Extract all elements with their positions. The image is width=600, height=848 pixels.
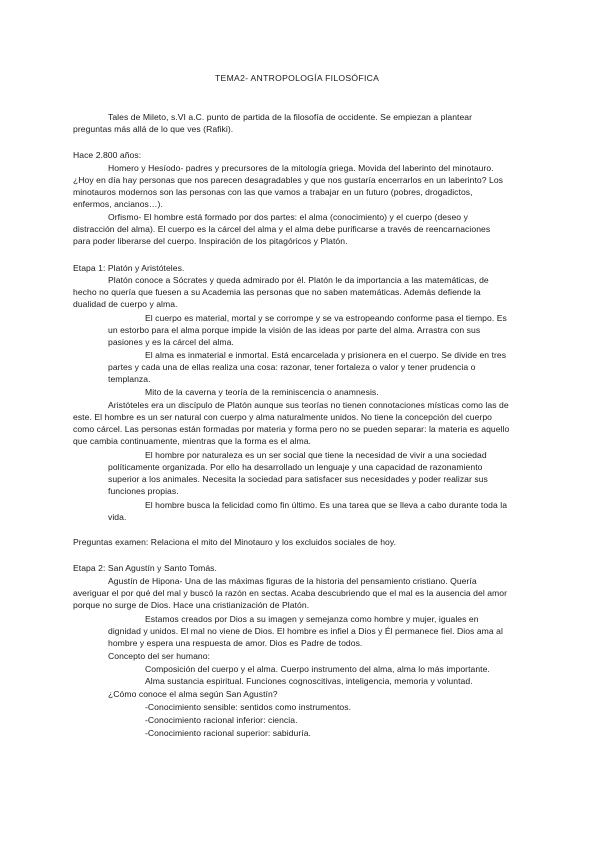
paragraph-line: Composición del cuerpo y el alma. Cuerpo instrumento del alma, alma lo más importante. xyxy=(145,664,490,674)
paragraph-line: El cuerpo es material, mortal y se corrompe y se va estropeando conforme pasa el tiempo. Es xyxy=(145,313,507,323)
section-heading-etapa1: Etapa 1: Platón y Aristóteles. xyxy=(73,263,185,273)
paragraph-line: vida. xyxy=(108,512,127,522)
paragraph-line: hecho no quería que fuesen a su Academia las personas que no saben matemáticas. Además defiende la xyxy=(73,287,481,297)
paragraph-line: Estamos creados por Dios a su imagen y semejanza como hombre y mujer, iguales en xyxy=(145,614,479,624)
paragraph-line: funciones propias. xyxy=(108,486,179,496)
paragraph-line: un estorbo para el alma porque impide la visión de las ideas por parte del alma. Arrastra con sus xyxy=(108,325,481,335)
paragraph-line: ¿Hoy en día hay personas que nos parecen desagradables y que nos gustaría encerrarlos en un laberinto? Los xyxy=(73,175,504,185)
paragraph-line: Homero y Hesíodo- padres y precursores de la mitología griega. Movida del laberinto del minotauro. xyxy=(108,163,494,173)
paragraph-line: este. El hombre es un ser natural con cuerpo y alma naturalmente unidos. No tiene la concepción del cuerpo xyxy=(73,412,492,422)
paragraph-line: hombre y espera una respuesta de amor. Dios es Padre de todos. xyxy=(108,638,363,648)
paragraph-line: El alma es inmaterial e inmortal. Está encarcelada y prisionera en el cuerpo. Se divide en tres xyxy=(145,350,507,360)
paragraph-line: pasiones y es la cárcel del alma. xyxy=(108,337,234,347)
paragraph-line: para poder liberarse del cuerpo. Inspiración de los pitagóricos y Platón. xyxy=(73,236,348,246)
paragraph-line: enfermos, ancianos…). xyxy=(73,199,163,209)
paragraph-line: partes y cada una de ellas realiza una cosa: razonar, tener fortaleza o valor y tener prudencia o xyxy=(108,362,476,372)
paragraph-line: Mito de la caverna y teoría de la reminiscencia o anamnesis. xyxy=(145,387,379,397)
paragraph-line: El hombre busca la felicidad como fin último. Es una tarea que se lleva a cabo durante toda la xyxy=(145,500,508,510)
paragraph-line: distracción del alma). El cuerpo es la cárcel del alma y el alma debe purificarse a través de reencarnaciones xyxy=(73,224,491,234)
paragraph-line: dignidad y unidos. El mal no viene de Dios. El hombre es infiel a Dios y Él permanece fiel. Dios ama al xyxy=(108,626,503,636)
intro-line: preguntas más allá de lo que ves (Rafiki). xyxy=(73,124,234,134)
paragraph-line: dualidad de cuerpo y alma. xyxy=(73,299,178,309)
subheading-conoce: ¿Cómo conoce el alma según San Agustín? xyxy=(108,689,278,699)
paragraph-line: superior a los animales. Necesita la sociedad para satisfacer sus necesidades y poder realizar sus xyxy=(108,474,488,484)
paragraph-line: Alma sustancia espiritual. Funciones cognoscitivas, inteligencia, memoria y voluntad. xyxy=(145,676,473,686)
paragraph-line: templanza. xyxy=(108,374,151,384)
paragraph-line: Orfismo- El hombre está formado por dos partes: el alma (conocimiento) y el cuerpo (deseo y xyxy=(108,212,468,222)
paragraph-line: porque no surge de Dios. Hace una cristianización de Platón. xyxy=(73,600,310,610)
paragraph-line: políticamente organizada. Por ello ha desarrollado un lenguaje y una capacidad de razonamiento xyxy=(108,462,483,472)
paragraph-line: como cárcel. Las personas están formadas por materia y forma pero no se pueden separar: la materia es aquello xyxy=(73,424,510,434)
paragraph-line: Agustín de Hipona- Una de las máximas figuras de la historia del pensamiento cristiano. Quería xyxy=(108,576,477,586)
paragraph-line: Platón conoce a Sócrates y queda admirado por él. Platón le da importancia a las matemáticas, de xyxy=(108,275,489,285)
paragraph-line: minotauros modernos son las personas con las que vamos a trabajar en un futuro (pobres, drogadictos, xyxy=(73,187,473,197)
paragraph-line: El hombre por naturaleza es un ser social que tiene la necesidad de vivir a una sociedad xyxy=(145,450,487,460)
paragraph-line: averiguar el por qué del mal y buscó la razón en sectas. Acaba descubriendo que el mal es la ausencia del amor xyxy=(73,588,508,598)
intro-line: Tales de Mileto, s.VI a.C. punto de partida de la filosofía de occidente. Se empiezan a plantear xyxy=(108,112,473,122)
section-heading-etapa2: Etapa 2: San Agustín y Santo Tomás. xyxy=(73,563,217,573)
list-item: -Conocimiento racional inferior: ciencia. xyxy=(145,715,298,725)
list-item: -Conocimiento racional superior: sabiduría. xyxy=(145,728,311,738)
document-title: TEMA2- ANTROPOLOGÍA FILOSÓFICA xyxy=(215,73,380,83)
subheading-concepto: Concepto del ser humano: xyxy=(108,651,211,661)
exam-question: Preguntas examen: Relaciona el mito del Minotauro y los excluidos sociales de hoy. xyxy=(73,537,397,547)
paragraph-line: Aristóteles era un discípulo de Platón aunque sus teorías no tienen connotaciones místicas como las de xyxy=(108,400,509,410)
paragraph-line: que cambia continuamente, mientras que la forma es el alma. xyxy=(73,436,311,446)
section-heading-hace: Hace 2.800 años: xyxy=(73,150,142,160)
list-item: -Conocimiento sensible: sentidos como instrumentos. xyxy=(145,702,352,712)
